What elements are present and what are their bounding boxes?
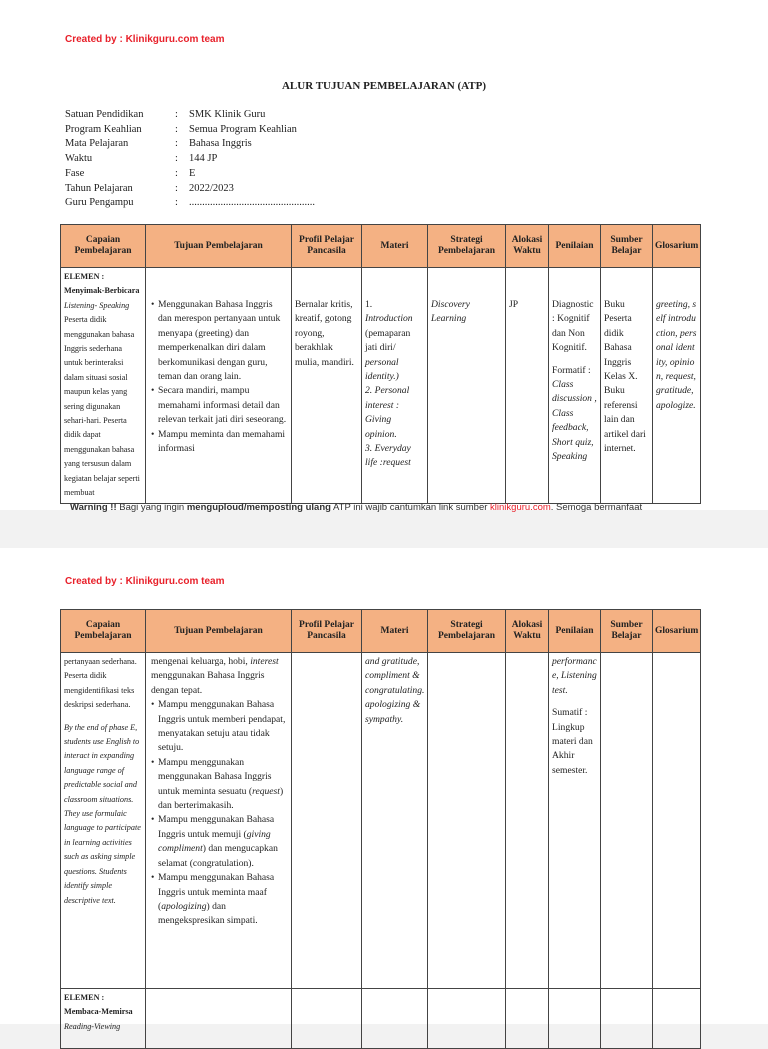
document-page-2: [0, 548, 768, 1031]
atp-table: [60, 224, 701, 504]
table-row: [61, 653, 701, 989]
cell-strategi: Discovery Learning: [428, 268, 506, 504]
column-header: Sumber Belajar: [601, 225, 653, 268]
info-row: Guru Pengampu : ................................................: [65, 197, 315, 209]
cell-tujuan: mengenai keluarga, hobi, interest menggunakan Bahasa Inggris dengan tepat. • Mampu menggunakan Bahasa Inggris untuk memberi pendapat, menyatakan setuju atau tidak setuju. • Mampu menggunakan menggunakan Bahasa Inggris untuk meminta sesuatu (request) dan berterimakasih. • Mampu menggunakan Bahasa Inggris untuk memuji (giving compliment) dan mengucapkan selamat (congratulation). • Mampu menggunakan Bahasa Inggris untuk meminta maaf (apologizing) dan mengekspresikan simpati.: [146, 653, 292, 989]
column-header: Profil Pelajar Pancasila: [292, 610, 362, 653]
column-header: Alokasi Waktu: [506, 610, 549, 653]
column-header: Materi: [362, 610, 428, 653]
list-item: • Secara mandiri, mampu memahami informasi detail dan relevan terkait jati diri seseorang.: [149, 384, 288, 427]
created-by-label: Created by : Klinikguru.com team: [65, 34, 225, 45]
warning-note: Warning !! Bagi yang ingin menguploud/memposting ulang ATP ini wajib cantumkan link sumber klinikguru.com. Semoga bermanfaat: [70, 502, 643, 513]
cell-capaian: ELEMEN : Membaca-Memirsa Reading-Viewing: [61, 989, 146, 1049]
column-header: Capaian Pembelajaran: [61, 225, 146, 268]
cell-profil: Bernalar kritis, kreatif, gotong royong, berakhlak mulia, mandiri.: [292, 268, 362, 504]
column-header: Strategi Pembelajaran: [428, 225, 506, 268]
document-page-1: [0, 0, 768, 513]
cell-glosarium: greeting, self introduction, personal identity, opinion, request, gratitude, apologize.: [653, 268, 701, 504]
atp-table: [60, 609, 701, 1049]
cell-materi: 1. Introduction (pemaparan jati diri/ personal identity.) 2. Personal interest : Giving opinion. 3. Everyday life :request: [362, 268, 428, 504]
column-header: Penilaian: [549, 225, 601, 268]
column-header: Sumber Belajar: [601, 610, 653, 653]
cell-sumber: Buku Peserta didik Bahasa Inggris Kelas X. Buku referensi lain dan artikel dari internet.: [601, 268, 653, 504]
column-header: Glosarium: [653, 225, 701, 268]
source-link[interactable]: klinikguru.com: [490, 502, 551, 513]
cell-capaian: ELEMEN : Menyimak-Berbicara Listening- Speaking Peserta didik menggunakan bahasa Inggris sederhana untuk berinteraksi dalam situasi sosial maupun kelas yang sering digunakan sehari-hari. Peserta didik dapat menggunakan bahasa yang tersusun dalam kegiatan belajar seperti membuat: [61, 268, 146, 504]
table-header-row: [61, 610, 701, 653]
list-item: • Mampu menggunakan Bahasa Inggris untuk memberi pendapat, menyatakan setuju atau tidak setuju.: [149, 698, 288, 756]
info-row: Mata Pelajaran : Bahasa Inggris: [65, 138, 252, 150]
info-block: [65, 108, 315, 211]
column-header: Capaian Pembelajaran: [61, 610, 146, 653]
created-by-label: Created by : Klinikguru.com team: [65, 576, 225, 587]
cell-materi: and gratitude, compliment & congratulating. apologizing & sympathy.: [362, 653, 428, 989]
cell-capaian: pertanyaan sederhana. Peserta didik mengidentifikasi teks deskripsi sederhana. By the end of phase E, students use English to interact in expanding language range of predictable social and classroom situations. They use formulaic language to participate in learning activities such as asking simple questions. Students identify simple descriptive text.: [61, 653, 146, 989]
cell-alokasi: JP: [506, 268, 549, 504]
cell-profil: [292, 653, 362, 989]
cell-tujuan: [146, 268, 292, 504]
column-header: Glosarium: [653, 610, 701, 653]
info-row: Program Keahlian : Semua Program Keahlian: [65, 123, 297, 135]
info-row: Tahun Pelajaran : 2022/2023: [65, 182, 234, 194]
list-item: • Menggunakan Bahasa Inggris dan merespon pertanyaan untuk menyapa (greeting) dan memperkenalkan diri dalam berkomunikasi dengan guru, teman dan orang lain.: [149, 298, 288, 384]
cell-strategi: [428, 653, 506, 989]
table-header-row: [61, 225, 701, 268]
info-row: Satuan Pendidikan : SMK Klinik Guru: [65, 109, 266, 120]
cell-glosarium: [653, 653, 701, 989]
column-header: Tujuan Pembelajaran: [146, 225, 292, 268]
column-header: Alokasi Waktu: [506, 225, 549, 268]
list-item: • Mampu menggunakan menggunakan Bahasa Inggris untuk meminta sesuatu (request) dan berterimakasih.: [149, 756, 288, 814]
column-header: Tujuan Pembelajaran: [146, 610, 292, 653]
table-row: [61, 268, 701, 504]
column-header: Strategi Pembelajaran: [428, 610, 506, 653]
cell-penilaian: Diagnostic : Kognitif dan Non Kognitif. Formatif : Class discussion , Class feedback, Short quiz, Speaking: [549, 268, 601, 504]
document-title: ALUR TUJUAN PEMBELAJARAN (ATP): [281, 80, 486, 92]
column-header: Materi: [362, 225, 428, 268]
column-header: Penilaian: [549, 610, 601, 653]
info-row: Waktu : 144 JP: [65, 153, 218, 165]
list-item: • Mampu meminta dan memahami informasi: [149, 428, 288, 457]
table-row: [61, 989, 701, 1049]
cell-alokasi: [506, 653, 549, 989]
cell-sumber: [601, 653, 653, 989]
list-item: • Mampu menggunakan Bahasa Inggris untuk memuji (giving compliment) dan mengucapkan selamat (congratulation).: [149, 813, 288, 871]
list-item: • Mampu menggunakan Bahasa Inggris untuk meminta maaf (apologizing) dan mengekspresikan simpati.: [149, 871, 288, 929]
cell-penilaian: performance, Listening test. Sumatif : Lingkup materi dan Akhir semester.: [549, 653, 601, 989]
column-header: Profil Pelajar Pancasila: [292, 225, 362, 268]
info-row: Fase : E: [65, 167, 196, 179]
